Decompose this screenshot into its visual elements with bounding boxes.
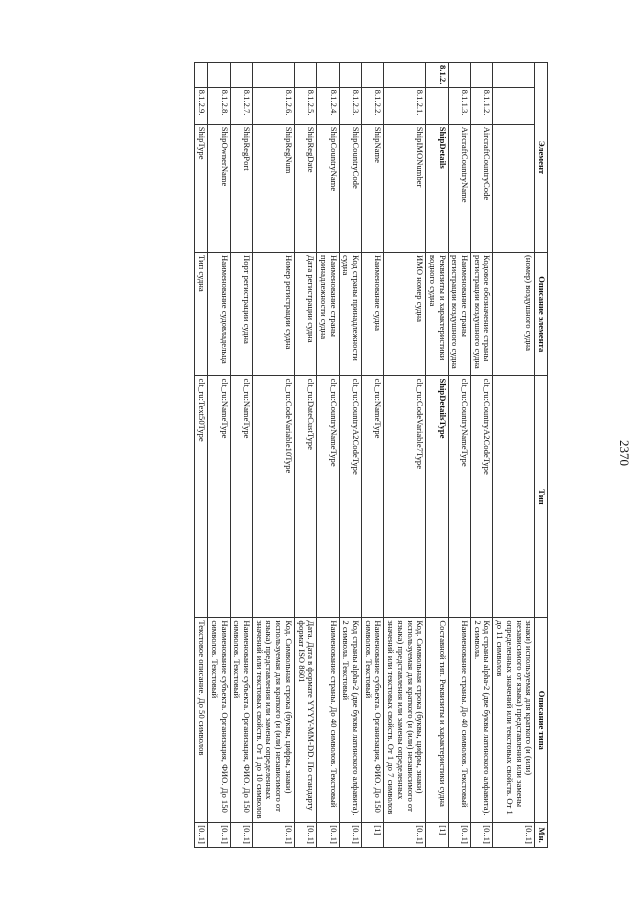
cell-type: clt_ru:CountryNameType [448, 376, 470, 618]
cell-type-description: Код страны alpha-2 (две буквы латинского алфавита). 2 символа. [471, 618, 493, 823]
cell-element-description: Наименование судна [362, 253, 384, 376]
cell-type: clt_ru:CountryA2CodeType [471, 376, 493, 618]
table-row [253, 63, 295, 848]
cell-type-description: Наименование субъекта. Организация, ФИО. До 150 символов. Текстовый [230, 618, 252, 823]
cell-empty [294, 63, 316, 88]
cell-empty [253, 63, 295, 88]
cell-type: clt_ru:Text50Type [195, 376, 208, 618]
table-body [195, 63, 535, 848]
cell-element-name: ShipType [195, 124, 208, 252]
cell-type-description: знаки) используемая для краткого (и (или) независимого от языка) представления или замены определенных значений или текстовых свойств. От 1 до 11 символов [493, 618, 535, 823]
cell-number: 8.1.2. [426, 63, 448, 88]
cell-element-description: Порт регистрации судна [230, 253, 252, 376]
cell-element-description: (номер) воздушного судна [493, 253, 535, 376]
header-element-description: Описание элемента [535, 253, 548, 376]
table-row [448, 63, 470, 848]
cell-type: clt_ru:DateCustType [294, 376, 316, 618]
cell-type: clt_ru:CodeVariable7Type [384, 376, 426, 618]
cell-type-description: Код страны alpha-2 (две буквы латинского алфавита). 2 символа. Текстовый [339, 618, 361, 823]
table-row [426, 63, 448, 848]
cell-multiplicity: [0..1] [339, 823, 361, 848]
cell-element-description: Реквизиты и характеристики водного судна [426, 253, 448, 376]
cell-element-description: ИМО номер судна [384, 253, 426, 376]
header-type-description: Описание типа [535, 618, 548, 823]
table-row [317, 63, 339, 848]
cell-element-name: ShipName [362, 124, 384, 252]
cell-type-description: Текстовое описание. До 50 символов [195, 618, 208, 823]
table-row [294, 63, 316, 848]
cell-type: clt_ru:CountryNameType [317, 376, 339, 618]
header-multiplicity: Мн. [535, 823, 548, 848]
cell-element-name: ShipRegNum [253, 124, 295, 252]
cell-number: 8.1.2.7. [230, 87, 252, 124]
cell-type: clt_ru:NameType [362, 376, 384, 618]
cell-empty [493, 63, 535, 88]
table-row [208, 63, 230, 848]
cell-element-description: Наименование страны принадлежности судна [317, 253, 339, 376]
cell-element-name: ShipIMONumber [384, 124, 426, 252]
cell-empty [448, 63, 470, 88]
cell-empty [493, 87, 535, 124]
cell-element-name: AircraftCountryName [448, 124, 470, 252]
cell-number: 8.1.2.8. [208, 87, 230, 124]
cell-number: 8.1.2.2. [362, 87, 384, 124]
cell-element-description: Код страны принадлежности судна [339, 253, 361, 376]
cell-empty [493, 124, 535, 252]
cell-multiplicity: [0..1] [317, 823, 339, 848]
cell-empty [195, 63, 208, 88]
cell-empty [208, 63, 230, 88]
cell-empty [339, 63, 361, 88]
cell-number: 8.1.2.4. [317, 87, 339, 124]
cell-empty [317, 63, 339, 88]
cell-number: 8.1.2.3. [339, 87, 361, 124]
cell-type-description: Наименование страны. До 40 символов. Текстовый [317, 618, 339, 823]
cell-empty [230, 63, 252, 88]
cell-element-description: Кодовое обозначение страны регистрации воздушного судна [471, 253, 493, 376]
cell-element-name: ShipRegPort [230, 124, 252, 252]
page-number-text: 2370 [617, 439, 632, 466]
cell-element-name: AircraftCountryCode [471, 124, 493, 252]
cell-empty [426, 87, 448, 124]
cell-multiplicity: [0..1] [208, 823, 230, 848]
cell-type [493, 376, 535, 618]
cell-multiplicity: [0..1] [253, 823, 295, 848]
table-row-continuation [493, 63, 535, 848]
element-spec-table [195, 62, 549, 848]
cell-type-description: Дата. Дата в формате YYYY-MM-DD. По стандарту формат ISO 8601 [294, 618, 316, 823]
cell-empty [384, 63, 426, 88]
cell-multiplicity: [0..1] [448, 823, 470, 848]
cell-empty [471, 63, 493, 88]
table-row [195, 63, 208, 848]
table-row [230, 63, 252, 848]
cell-multiplicity: [0..1] [294, 823, 316, 848]
table-row [339, 63, 361, 848]
cell-type-description: Наименование страны. До 40 символов. Текстовый [448, 618, 470, 823]
cell-element-description: Наименование судовладельца [208, 253, 230, 376]
header-element: Элемент [535, 63, 548, 253]
cell-number: 8.1.2.9. [195, 87, 208, 124]
cell-number: 8.1.1.2. [471, 87, 493, 124]
cell-multiplicity: [0..1] [384, 823, 426, 848]
cell-type-description: Составной тип. Реквизиты и характеристики судна [426, 618, 448, 823]
cell-type-description: Код. Символьная строка (буквы, цифры, знаки) используемая для краткого (и (или) независимого от языка) представления или замены определенных значений или текстовых свойств. От 1 до 7 символов [384, 618, 426, 823]
table-header-row [535, 63, 548, 848]
cell-multiplicity: [0..1] [471, 823, 493, 848]
cell-type: clt_ru:CodeVariable10Type [253, 376, 295, 618]
table-row [384, 63, 426, 848]
table-row [362, 63, 384, 848]
cell-number: 8.1.2.5. [294, 87, 316, 124]
cell-type: clt_ru:NameType [208, 376, 230, 618]
cell-element-description: Дата регистрации судна [294, 253, 316, 376]
cell-element-name: ShipCountryCode [339, 124, 361, 252]
cell-type-description: Код. Символьная строка (буквы, цифры, знаки) используемая для краткого (и (или) независимого от языка) представления или замены определенных значений или текстовых свойств. От 1 до 10 символов [253, 618, 295, 823]
cell-element-name: ShipRegDate [294, 124, 316, 252]
table-row [471, 63, 493, 848]
cell-element-description: Номер регистрации судна [253, 253, 295, 376]
cell-multiplicity: [0..1] [230, 823, 252, 848]
cell-number: 8.1.2.6. [253, 87, 295, 124]
cell-type: clt_ru:CountryA2CodeType [339, 376, 361, 618]
cell-number: 8.1.2.1. [384, 87, 426, 124]
cell-element-name: ShipOwnerName [208, 124, 230, 252]
cell-number: 8.1.1.3. [448, 87, 470, 124]
cell-multiplicity: [0..1] [493, 823, 535, 848]
cell-element-name: ShipCountryName [317, 124, 339, 252]
cell-empty [362, 63, 384, 88]
cell-type-description: Наименование субъекта. Организация, ФИО. До 150 символов. Текстовый [208, 618, 230, 823]
cell-multiplicity: [1] [362, 823, 384, 848]
cell-element-description: Наименование страны регистрации воздушного судна [448, 253, 470, 376]
cell-type: ShipDetailsType [426, 376, 448, 618]
cell-type: clt_ru:NameType [230, 376, 252, 618]
cell-multiplicity: [0..1] [195, 823, 208, 848]
cell-multiplicity: [1] [426, 823, 448, 848]
cell-element-description: Тип судна [195, 253, 208, 376]
header-type: Тип [535, 376, 548, 618]
cell-type-description: Наименование субъекта. Организация, ФИО. До 150 символов. Текстовый [362, 618, 384, 823]
cell-element-name: ShipDetails [426, 124, 448, 252]
